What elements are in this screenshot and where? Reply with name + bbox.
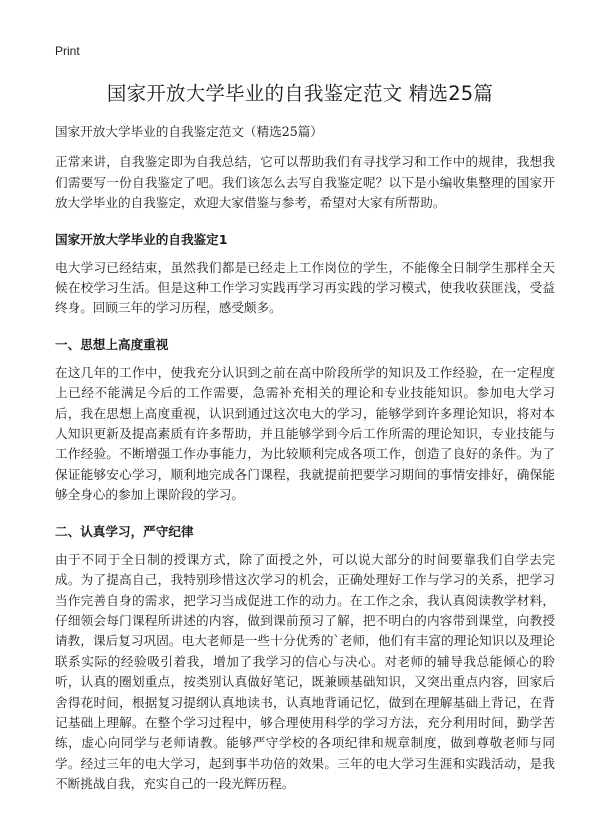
- article-body: [55, 122, 555, 811]
- article-paragraph-1: 电大学习已经结束，虽然我们都是已经走上工作岗位的学生，不能像全日制学生那样全天候在校学习生活。但是这种工作学习实践再学习再实践的学习模式，使我收获匪浅，受益终身。回顾三年的学习历程，感受颇多。: [55, 259, 555, 316]
- print-link[interactable]: Print: [55, 44, 80, 58]
- intro-paragraph: 正常来讲，自我鉴定即为自我总结，它可以帮助我们有寻找学习和工作中的规律，我想我们需要写一份自我鉴定了吧。我们该怎么去写自我鉴定呢？以下是小编收集整理的国家开放大学毕业的自我鉴定，欢迎大家借鉴与参考，希望对大家有所帮助。: [55, 154, 555, 211]
- article-heading: 国家开放大学毕业的自我鉴定1: [55, 231, 228, 247]
- section-2-paragraph: 由于不同于全日制的授课方式，除了面授之外，可以说大部分的时间要靠我们自学去完成。为了提高自己，我特别珍惜这次学习的机会，正确处理好工作与学习的关系，把学习当作完善自身的需求，把学习当成促进工作的动力。在工作之余，我认真阅读教学材料，仔细领会每门课程所讲述的内容，做到课前预习了解，把不明白的内容带到课堂，向教授请教，课后复习巩固。电大老师是一些十分优秀的`老师，他们有丰富的理论知识以及理论联系实际的经验吸引着我，增加了我学习的信心与决心。对老师的辅导我总能倾心的聆听，认真的圈划重点，按类别认真做好笔记，既兼顾基础知识，又突出重点内容，回家后舍得花时间，根据复习提纲认真地读书，认真地背诵记忆，做到在理解基础上背记，在背记基础上理解。在整个学习过程中，够合理使用科学的学习方法，充分利用时间，勤学苦练，虚心向同学与老师请教。能够严守学校的各项纪律和规章制度，做到尊敬老师与同学。经过三年的电大学习，起到事半功倍的效果。三年的电大学习生涯和实践活动，是我不断挑战自我，充实自己的一段光辉历程。: [55, 551, 555, 792]
- page-title: 国家开放大学毕业的自我鉴定范文 精选25篇: [106, 82, 494, 105]
- section-2-heading: 二、认真学习，严守纪律: [55, 523, 194, 539]
- section-1-paragraph: 在这几年的工作中，使我充分认识到之前在高中阶段所学的知识及工作经验，在一定程度上已经不能满足今后的工作需要，急需补充相关的理论和专业技能知识。参加电大学习后，我在思想上高度重视，认识到通过这次电大的学习，能够学到许多理论知识，将对本人知识更新及提高素质有许多帮助，并且能够学到今后工作所需的理论知识，专业技能与工作经验。不断增强工作办事能力，为比较顺利完成各项工作，创造了良好的条件。为了保证能够安心学习，顺利地完成各门课程，我就提前把要学习期间的事情安排好，确保能够全身心的参加上课阶段的学习。: [55, 364, 555, 503]
- article-subtitle: 国家开放大学毕业的自我鉴定范文（精选25篇）: [55, 124, 323, 139]
- section-1-heading: 一、思想上高度重视: [55, 336, 169, 352]
